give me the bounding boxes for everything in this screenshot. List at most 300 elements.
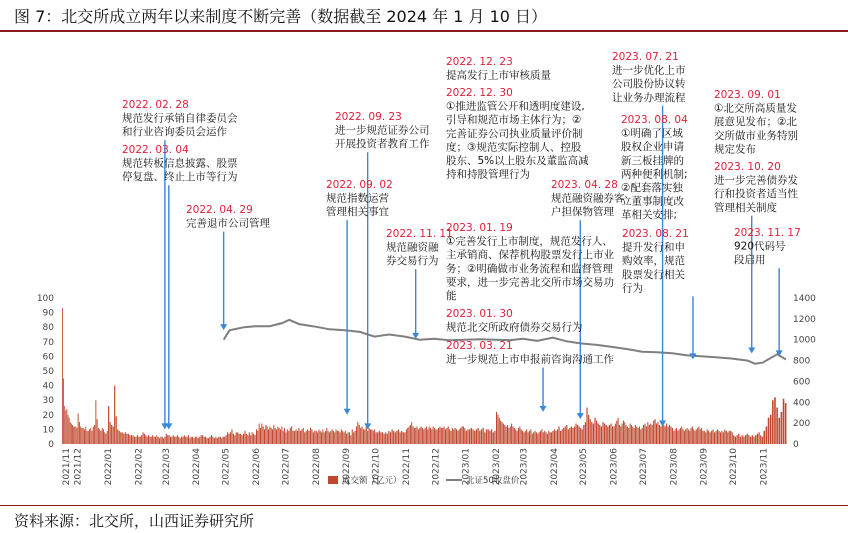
volume-bar [598, 424, 599, 444]
volume-bar [170, 437, 171, 444]
volume-bar [430, 428, 431, 444]
volume-bar [304, 432, 305, 444]
volume-bar [205, 437, 206, 444]
volume-bar [149, 437, 150, 444]
annotation [621, 114, 688, 221]
volume-bar [602, 422, 603, 444]
volume-bar [371, 429, 372, 444]
volume-bar [111, 425, 112, 444]
volume-bar [277, 426, 278, 444]
x-tick-label: 2023/08 [669, 448, 680, 486]
volume-bar [688, 429, 689, 444]
annotation-text: 和行业咨询委员会运作 [122, 126, 227, 139]
volume-bar [560, 431, 561, 444]
y-right-tick-label: 1200 [793, 314, 816, 325]
volume-bar [223, 437, 224, 444]
volume-bar [293, 431, 294, 444]
volume-bar [143, 432, 144, 444]
annotation [551, 179, 625, 218]
volume-bar [171, 437, 172, 444]
volume-bar [360, 428, 361, 444]
volume-bar [317, 432, 318, 444]
volume-bar [437, 429, 438, 444]
volume-bar [704, 431, 705, 444]
volume-bar [325, 431, 326, 444]
volume-bar [634, 428, 635, 444]
volume-bar [783, 399, 785, 444]
volume-bar [762, 437, 763, 444]
volume-bar [594, 418, 595, 444]
volume-bar [178, 437, 179, 444]
volume-bar [687, 428, 688, 444]
volume-bar [159, 438, 160, 444]
volume-bar [479, 431, 480, 444]
annotation-date: 2023. 04. 28 [551, 179, 618, 191]
volume-bar [296, 429, 297, 444]
annotation [612, 51, 686, 104]
annotation-text: ①明确了区域 [621, 127, 683, 140]
volume-bar [418, 429, 419, 444]
annotation-text: ①完善发行上市制度，规范发行人、 [446, 235, 613, 248]
y-left-tick-label: 20 [42, 410, 54, 421]
volume-bar [552, 431, 553, 444]
volume-bar [670, 426, 671, 444]
volume-bar [288, 431, 289, 444]
volume-bar [294, 431, 295, 444]
volume-bar [182, 437, 183, 444]
volume-bar [204, 437, 205, 444]
volume-bar [122, 432, 123, 444]
volume-bar [512, 426, 513, 444]
volume-bar [626, 425, 627, 444]
annotation-text: 停复盘、终止上市等行为 [122, 171, 238, 184]
volume-bar [352, 429, 353, 444]
volume-bar [427, 429, 428, 444]
volume-bar [662, 424, 663, 444]
legend [328, 475, 520, 486]
volume-bar [196, 437, 197, 444]
volume-bar [653, 421, 654, 444]
volume-bar [683, 429, 684, 444]
volume-bar [155, 437, 156, 444]
annotation-date: 2022. 09. 23 [335, 111, 402, 123]
y-left-tick-label: 50 [42, 367, 54, 377]
volume-bar [413, 426, 414, 444]
volume-bar [353, 432, 354, 444]
volume-bar [284, 428, 285, 444]
volume-bar [477, 428, 478, 444]
volume-bar [694, 431, 695, 444]
volume-bar [166, 434, 167, 444]
annotation-text: 革相关安排; [621, 209, 678, 222]
x-tick-label: 2022/10 [371, 448, 382, 486]
volume-bar [623, 421, 624, 444]
annotation-text: 度；③规范实际控制人、控股 [446, 141, 582, 154]
volume-bar [723, 432, 724, 444]
volume-bar [541, 429, 542, 444]
y-left-tick-label: 80 [42, 323, 54, 334]
annotation-text: ①北交所高质量发 [714, 102, 797, 115]
volume-bar [192, 437, 193, 444]
annotation-text: 行和投资者适当性 [714, 188, 798, 201]
volume-bar [721, 431, 722, 444]
volume-bar [551, 432, 552, 444]
volume-bar [460, 428, 461, 444]
annotation [335, 111, 430, 150]
volume-bar [535, 431, 536, 444]
volume-bar [563, 428, 564, 444]
volume-bar [209, 437, 210, 444]
volume-bar [547, 434, 548, 444]
annotation [122, 144, 238, 183]
volume-bar [359, 425, 360, 444]
volume-bar [442, 428, 443, 444]
volume-bar [523, 432, 524, 444]
annotation [714, 161, 798, 214]
volume-bar [158, 437, 159, 444]
volume-bar [763, 431, 765, 444]
volume-bar [785, 403, 787, 444]
annotation-text: 要求，进一步完善北交所市场交易功 [446, 276, 614, 289]
volume-bar [647, 422, 648, 444]
volume-bar [291, 426, 292, 444]
volume-bar [145, 435, 146, 444]
annotation-text: 进一步规范证券公司 [335, 124, 430, 137]
volume-bar [63, 378, 64, 444]
annotation-text: 进一步规范上市申报前咨询沟通工作 [446, 353, 614, 366]
annotation-text: 规定发布 [714, 143, 756, 156]
volume-bar [434, 428, 435, 444]
volume-bar [474, 431, 475, 444]
volume-bar [88, 431, 89, 444]
volume-bar [755, 435, 756, 444]
volume-bar [752, 435, 753, 444]
volume-bar [669, 425, 670, 444]
annotation-date: 2022. 03. 04 [122, 144, 189, 156]
volume-bar [452, 428, 453, 444]
volume-bar [575, 424, 576, 444]
annotation-text: 规范转板信息披露、股票 [122, 157, 238, 170]
volume-bar [236, 432, 237, 444]
volume-bar [508, 428, 509, 444]
volume-bar [618, 418, 619, 444]
volume-bar [466, 431, 467, 444]
volume-bar [169, 435, 170, 444]
volume-bar [242, 435, 243, 444]
volume-bar [174, 437, 175, 444]
volume-bar [309, 431, 310, 444]
volume-bar [481, 429, 482, 444]
volume-bar [591, 422, 592, 444]
volume-bar [71, 424, 72, 444]
volume-bar [636, 426, 637, 444]
volume-bar [93, 426, 94, 444]
volume-bar [441, 428, 442, 444]
volume-bar [748, 435, 749, 444]
volume-bar [710, 432, 711, 444]
volume-bar [399, 432, 400, 444]
volume-bar [384, 434, 385, 444]
volume-bar [489, 431, 490, 444]
x-tick-label: 2022/08 [311, 448, 322, 486]
volume-bar [152, 435, 153, 444]
volume-bar [78, 413, 79, 444]
volume-bar [586, 408, 587, 445]
volume-bar [94, 425, 95, 444]
annotation-date: 2022. 12. 23 [446, 56, 513, 68]
annotation-text: 购效率，规范 [622, 255, 685, 268]
volume-bar [537, 434, 538, 444]
volume-bar [298, 428, 299, 444]
volume-bar [240, 434, 241, 444]
volume-bar [522, 431, 523, 444]
volume-bar [73, 426, 74, 444]
volume-bar [176, 437, 177, 444]
volume-bar [129, 435, 130, 444]
x-tick-label: 2022/06 [252, 448, 262, 486]
volume-bar [679, 429, 680, 444]
volume-bar [555, 431, 556, 444]
volume-bar [673, 431, 674, 444]
volume-bar [356, 426, 357, 444]
volume-bar [494, 431, 495, 444]
volume-bar [272, 429, 273, 444]
volume-bar [445, 429, 446, 444]
x-tick-label: 2022/07 [281, 448, 292, 486]
volume-bar [72, 425, 73, 444]
annotation [446, 308, 583, 334]
volume-bar [457, 431, 458, 444]
volume-bar [74, 426, 75, 444]
x-tick-label: 2022/05 [221, 448, 232, 486]
volume-bar [517, 431, 518, 444]
volume-bar [528, 432, 529, 444]
volume-bar [87, 431, 88, 444]
volume-bar [450, 431, 451, 444]
annotation-text: 股票发行相关 [622, 268, 685, 281]
volume-bar [97, 419, 98, 444]
volume-bar [287, 429, 288, 444]
volume-bar [484, 432, 485, 444]
volume-bar [526, 429, 527, 444]
volume-bar [655, 419, 656, 444]
volume-bar [548, 431, 549, 444]
volume-bar [676, 428, 677, 444]
volume-bar [707, 429, 708, 444]
volume-bar [297, 431, 298, 444]
annotation-date: 2023. 10. 20 [714, 161, 781, 173]
volume-bar [568, 429, 569, 444]
volume-bar [781, 412, 783, 444]
volume-bar [77, 428, 78, 444]
volume-bar [697, 428, 698, 444]
volume-bar [380, 432, 381, 444]
volume-bar [64, 406, 65, 444]
volume-bar [639, 426, 640, 444]
volume-bar [348, 432, 349, 444]
annotation-date: 2023. 08. 21 [622, 228, 689, 240]
volume-bar [607, 426, 608, 444]
volume-bar [306, 431, 307, 444]
volume-bar [66, 409, 67, 444]
volume-bar [342, 431, 343, 444]
volume-bar [646, 426, 647, 444]
annotation-date: 2022. 09. 02 [326, 179, 393, 191]
volume-bar [476, 429, 477, 444]
annotation-text: 能 [446, 290, 457, 302]
volume-bar [395, 432, 396, 444]
annotation-text: 股东、5%以上股东及董监高减 [446, 155, 589, 167]
volume-bar [116, 416, 117, 444]
volume-bar [409, 426, 410, 444]
volume-bar [140, 437, 141, 444]
annotation-text: 开展投资者教育工作 [335, 138, 430, 151]
x-tick-label: 2023/07 [639, 448, 649, 486]
volume-bar [406, 429, 407, 444]
volume-bar [714, 432, 715, 444]
volume-bar [536, 432, 537, 444]
volume-bar [742, 435, 743, 444]
volume-bar [337, 431, 338, 444]
volume-bar [510, 426, 511, 444]
volume-bar [151, 437, 152, 444]
volume-bar [227, 432, 228, 444]
y-left-tick-label: 60 [42, 352, 54, 363]
annotation-text: 新三板挂牌的 [621, 154, 684, 167]
volume-bar [218, 437, 219, 444]
volume-bar [747, 434, 748, 444]
annotation-text: 公司股份协议转 [612, 78, 686, 91]
legend-label-volume: 成交额（亿元） [342, 476, 402, 486]
annotation-text: 务；②明确做市业务流程和监督管理 [446, 262, 613, 275]
volume-bar [757, 434, 758, 444]
y-left-tick-label: 10 [42, 425, 54, 436]
volume-bar [554, 429, 555, 444]
volume-bar [616, 421, 617, 444]
volume-bar [217, 438, 218, 444]
volume-bar [264, 429, 265, 444]
annotation-text: 券交易行为 [386, 255, 439, 268]
volume-bar [414, 428, 415, 444]
volume-bar [362, 426, 363, 444]
volume-bar [471, 428, 472, 444]
x-tick-label: 2021/11 [62, 448, 72, 486]
volume-bar [267, 426, 268, 444]
volume-bar [614, 426, 615, 444]
annotation-text: 完善证券公司执业质量评价制 [446, 127, 583, 140]
annotation-text: 行为 [622, 282, 643, 295]
volume-bar [701, 428, 702, 444]
volume-bar [426, 426, 427, 444]
volume-bar [407, 428, 408, 444]
volume-bar [234, 435, 235, 444]
volume-bar [346, 434, 347, 444]
annotation-text: 持和持股管理行为 [446, 168, 530, 181]
annotation-text: 进一步优化上市 [612, 64, 686, 77]
volume-bar [123, 434, 124, 444]
x-tick-label: 2023/10 [729, 448, 740, 486]
volume-bar [760, 435, 761, 444]
annotation [714, 89, 798, 155]
volume-bar [104, 432, 105, 444]
volume-bar [336, 429, 337, 444]
volume-bar [215, 437, 216, 444]
volume-bar [738, 434, 739, 444]
volume-bar [114, 386, 115, 444]
volume-bar [62, 308, 63, 444]
volume-bar [247, 435, 248, 444]
volume-bar [768, 418, 770, 444]
volume-bar [588, 415, 589, 444]
volume-bar [550, 432, 551, 444]
volume-bar [735, 437, 736, 444]
volume-bar [180, 438, 181, 444]
annotation-text: 规范融资融 [386, 241, 439, 254]
y-left-tick-label: 70 [42, 337, 54, 348]
volume-bar [677, 431, 678, 444]
annotation-date: 2023. 08. 04 [621, 114, 688, 126]
volume-bar [640, 429, 641, 444]
volume-bar [102, 428, 103, 444]
legend-label-index: 北证50收盘价 [466, 476, 520, 486]
volume-bar [533, 432, 534, 444]
volume-bar [750, 437, 751, 444]
volume-bar [642, 428, 643, 444]
volume-bar [193, 438, 194, 444]
volume-bar [164, 437, 165, 444]
volume-bar [350, 435, 351, 444]
volume-bar [349, 432, 350, 444]
volume-bar [364, 429, 365, 444]
volume-bar [214, 438, 215, 444]
volume-bar [511, 424, 512, 444]
volume-bar [374, 429, 375, 444]
annotation [446, 56, 551, 82]
volume-bar [301, 429, 302, 444]
volume-bar [566, 425, 567, 444]
volume-bar [132, 435, 133, 444]
annotation-text: 交所做市业务特别 [714, 129, 798, 142]
volume-bar [382, 432, 383, 444]
volume-bar [334, 432, 335, 444]
volume-bar [187, 437, 188, 444]
volume-bar [373, 431, 374, 444]
volume-bar [606, 425, 607, 444]
volume-bar [689, 431, 690, 444]
annotation-text: 完善退市公司管理 [186, 217, 270, 230]
volume-bar [558, 426, 559, 444]
volume-bar [341, 429, 342, 444]
volume-bar [367, 431, 368, 444]
volume-bar [643, 425, 644, 444]
annotation [734, 227, 801, 266]
volume-bar [99, 429, 100, 444]
volume-bar [324, 432, 325, 444]
volume-bar [202, 435, 203, 444]
volume-bar [627, 426, 628, 444]
source-label: 资料来源：北交所，山西证券研究所 [14, 512, 255, 530]
volume-bar [503, 424, 504, 444]
volume-bar [162, 437, 163, 444]
x-tick-label: 2023/01 [461, 448, 472, 486]
volume-bar [92, 431, 93, 444]
volume-bar [453, 429, 454, 444]
volume-bar [753, 437, 754, 444]
volume-bar [328, 431, 329, 444]
volume-bar [260, 428, 261, 444]
volume-bar [624, 422, 625, 444]
y-left-tick-label: 100 [36, 294, 54, 304]
